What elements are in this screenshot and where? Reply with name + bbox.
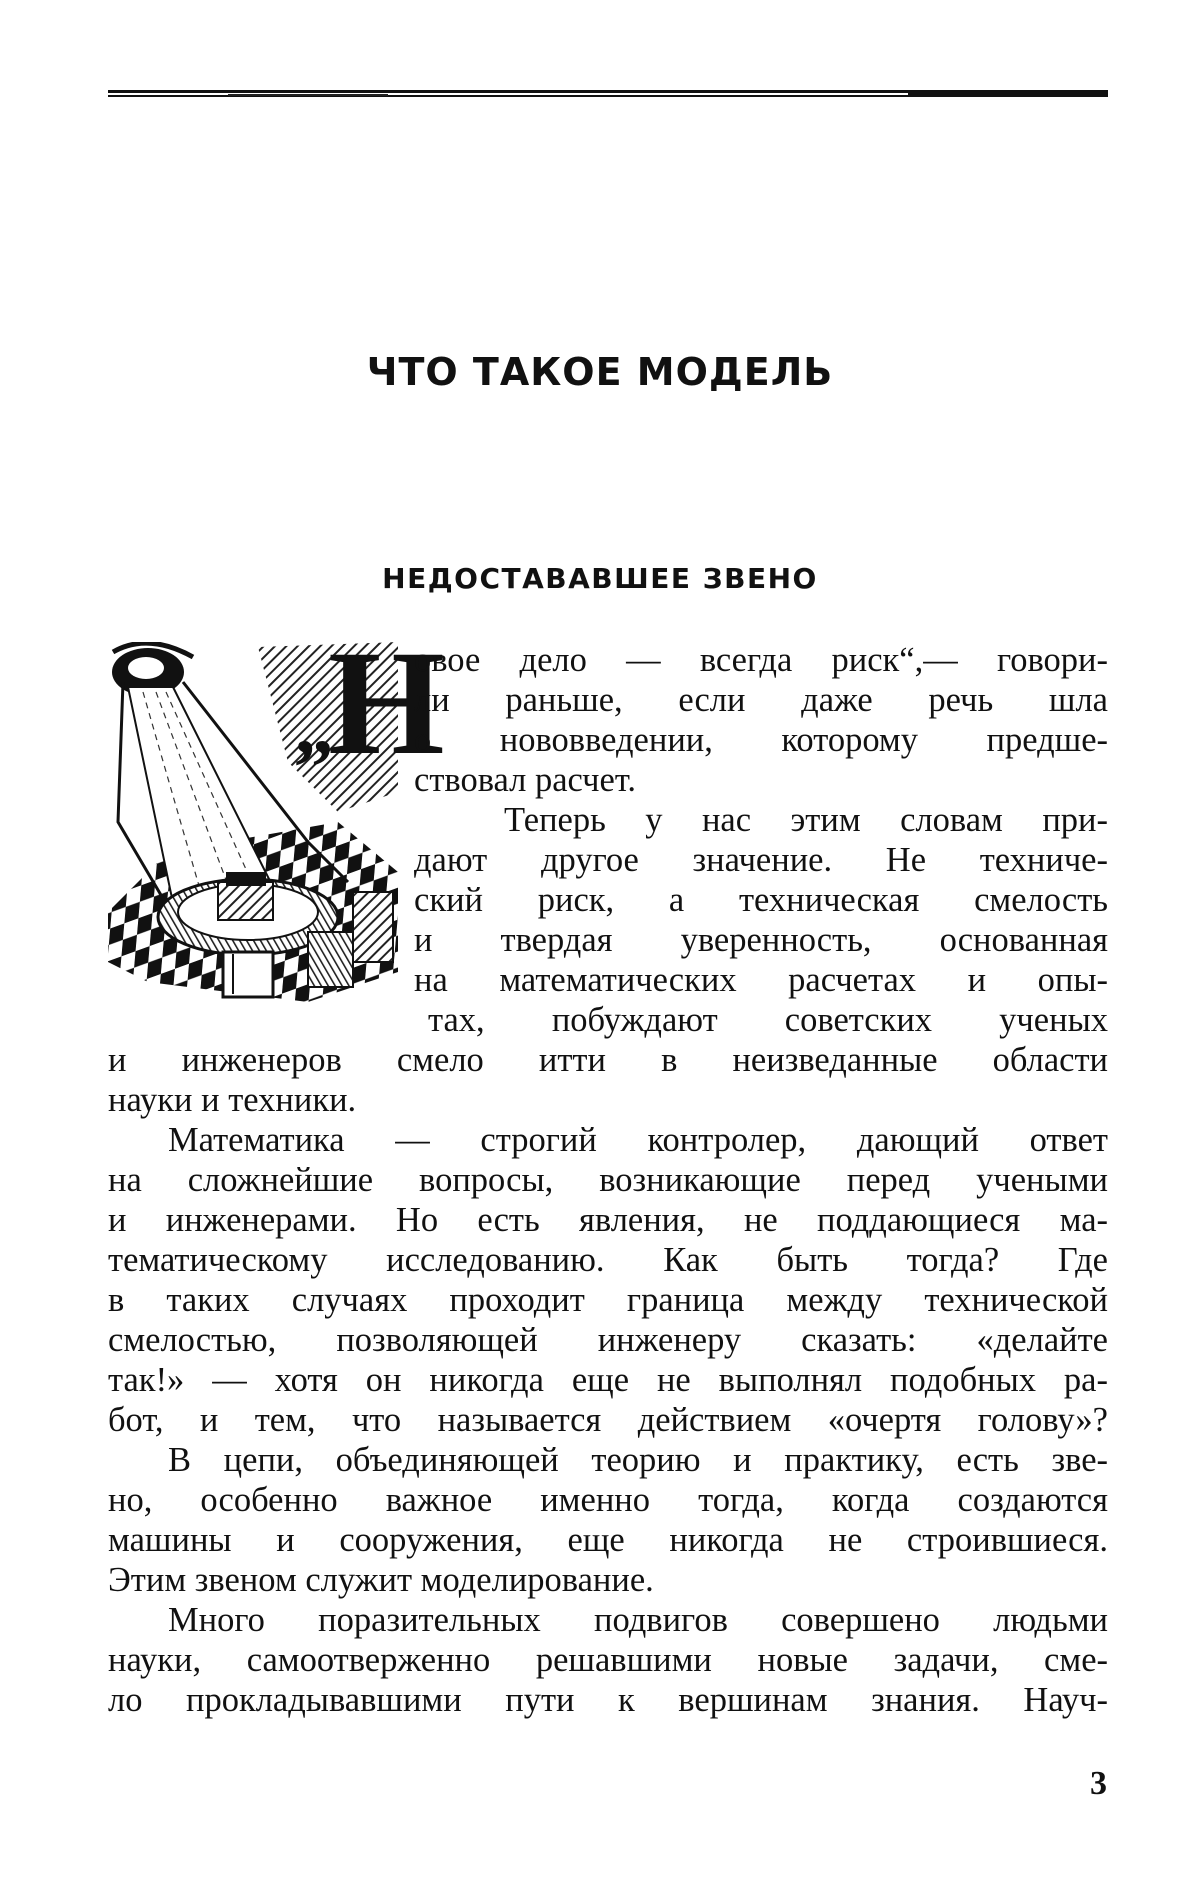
text-line: но, особенно важное именно тогда, когда создаются — [108, 1481, 1108, 1519]
page-number: 3 — [1090, 1765, 1107, 1802]
section-title: НЕДОСТАВАВШЕЕ ЗВЕНО — [382, 562, 818, 595]
text-line: машины и сооружения, еще никогда не строившиеся. — [108, 1521, 1108, 1559]
text-line: Теперь у нас этим словам при- — [504, 801, 1108, 839]
text-line: на математических расчетах и опы- — [414, 961, 1108, 999]
paragraph-1 — [108, 640, 1108, 800]
text-line: и инженерами. Но есть явления, не поддающиеся ма- — [108, 1201, 1108, 1239]
body-text — [108, 640, 1108, 1720]
text-line: и твердая уверенность, основанная — [414, 921, 1108, 959]
paragraph-2 — [108, 800, 1108, 1120]
text-line: науки и техники. — [108, 1081, 357, 1119]
text-line: Много поразительных подвигов совершено людьми — [168, 1601, 1108, 1639]
text-line: науки, самоотверженно решавшими новые задачи, сме- — [108, 1641, 1108, 1679]
top-rule — [108, 90, 1108, 99]
paragraph-5 — [108, 1600, 1108, 1720]
dropcap-quote: „ — [294, 683, 334, 771]
text-line: о нововведении, которому предше- — [414, 721, 1108, 759]
text-line: дают другое значение. Не техниче- — [414, 841, 1108, 879]
paragraph-4 — [108, 1440, 1108, 1600]
text-line: бот, и тем, что называется действием «очертя голову»? — [108, 1401, 1108, 1439]
text-line: тах, побуждают советских ученых — [428, 1001, 1108, 1039]
text-line: так!» — хотя он никогда еще не выполнял подобных ра- — [108, 1361, 1108, 1399]
text-line: ло прокладывавшими пути к вершинам знания. Науч- — [108, 1681, 1108, 1719]
paragraph-3 — [108, 1120, 1108, 1440]
text-line: тематическому исследованию. Как быть тогда? Где — [108, 1241, 1108, 1279]
text-line: ли раньше, если даже речь шла — [414, 681, 1108, 719]
text-line: Этим звеном служит моделирование. — [108, 1561, 654, 1599]
text-line: смелостью, позволяющей инженеру сказать: «делайте — [108, 1321, 1108, 1359]
text-line: ствовал расчет. — [414, 761, 636, 799]
text-line: Математика — строгий контролер, дающий ответ — [168, 1121, 1108, 1159]
text-line: в таких случаях проходит граница между технической — [108, 1281, 1108, 1319]
text-line: на сложнейшие вопросы, возникающие перед учеными — [108, 1161, 1108, 1199]
dropcap-letter: Н — [328, 620, 445, 786]
text-line: ский риск, а техническая смелость — [414, 881, 1108, 919]
text-line: овое дело — всегда риск“,— говори- — [414, 641, 1108, 679]
text-line: и инженеров смело итти в неизведанные области — [108, 1041, 1108, 1079]
text-line: В цепи, объединяющей теорию и практику, есть зве- — [168, 1441, 1108, 1479]
chapter-title: ЧТО ТАКОЕ МОДЕЛЬ — [366, 350, 834, 394]
